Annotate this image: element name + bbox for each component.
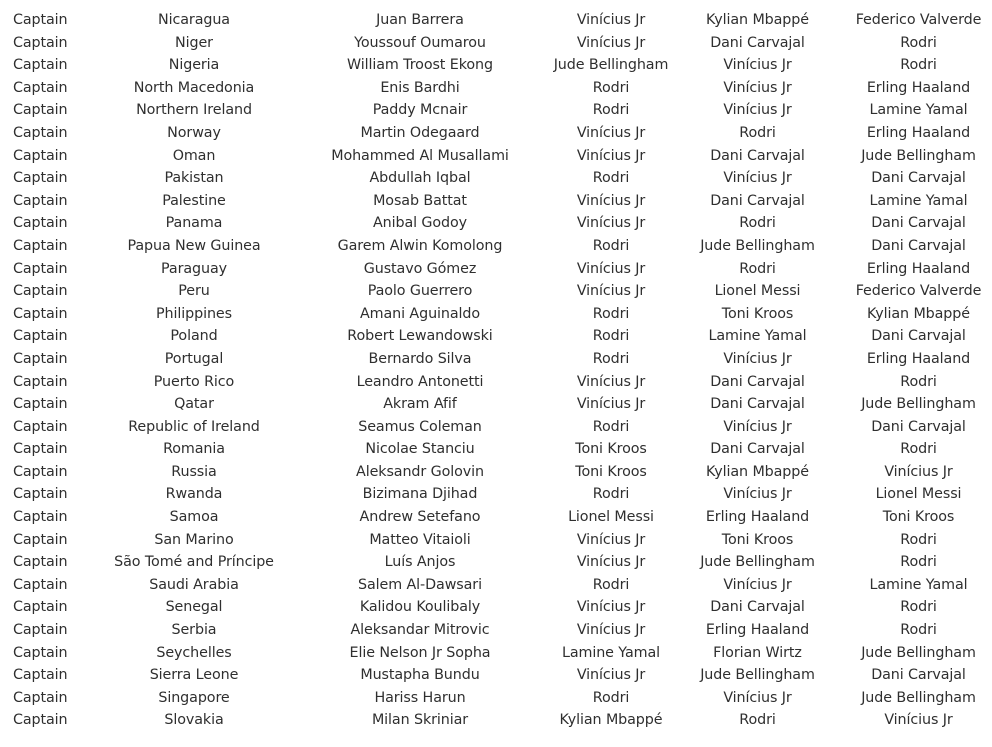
first-choice-cell: Rodri	[592, 305, 630, 322]
third-choice-cell: Toni Kroos	[882, 509, 955, 526]
second-choice-cell: Rodri	[739, 260, 776, 277]
first-choice-cell: Vinícius Jr	[576, 192, 646, 209]
country-cell: Nicaragua	[158, 12, 230, 28]
first-choice-cell: Toni Kroos	[575, 463, 647, 480]
country-cell: Russia	[171, 463, 217, 480]
country-cell: Pakistan	[164, 170, 224, 187]
country-cell: North Macedonia	[133, 79, 255, 96]
role-cell: Captain	[13, 554, 68, 571]
table-row	[0, 258, 992, 281]
table-row	[0, 551, 992, 574]
voter-cell: Matteo Vitaioli	[369, 531, 471, 548]
country-cell: Serbia	[171, 622, 217, 639]
second-choice-cell: Vinícius Jr	[723, 689, 792, 706]
first-choice-cell: Vinícius Jr	[576, 34, 646, 51]
third-choice-cell: Rodri	[900, 441, 937, 458]
first-choice-cell: Vinícius Jr	[576, 622, 646, 639]
country-cell: Saudi Arabia	[149, 576, 239, 593]
table-row	[0, 393, 992, 416]
table-row	[0, 461, 992, 484]
table-row	[0, 54, 992, 77]
role-cell: Captain	[13, 12, 68, 28]
country-cell: Niger	[175, 34, 213, 51]
table-row	[0, 348, 992, 371]
second-choice-cell: Toni Kroos	[721, 531, 794, 548]
country-cell: Portugal	[164, 350, 224, 367]
table-row	[0, 99, 992, 122]
voter-cell: Seamus Coleman	[358, 418, 482, 435]
role-cell: Captain	[13, 599, 68, 616]
role-cell: Captain	[13, 418, 68, 435]
second-choice-cell: Rodri	[739, 124, 776, 141]
country-cell: Senegal	[165, 599, 223, 616]
table-row	[0, 483, 992, 506]
role-cell: Captain	[13, 57, 68, 74]
country-cell: Rwanda	[165, 486, 223, 503]
first-choice-cell: Vinícius Jr	[576, 373, 646, 390]
first-choice-cell: Vinícius Jr	[576, 599, 646, 616]
voter-cell: Gustavo Gómez	[363, 260, 477, 277]
voter-cell: Garem Alwin Komolong	[337, 237, 503, 254]
role-cell: Captain	[13, 531, 68, 548]
country-cell: Seychelles	[156, 644, 232, 661]
second-choice-cell: Erling Haaland	[705, 622, 810, 639]
third-choice-cell: Jude Bellingham	[861, 644, 976, 661]
table-row	[0, 122, 992, 145]
voter-cell: Amani Aguinaldo	[359, 305, 481, 322]
third-choice-cell: Rodri	[900, 554, 937, 571]
country-cell: Slovakia	[164, 712, 224, 729]
third-choice-cell: Dani Carvajal	[871, 237, 966, 254]
table-row	[0, 709, 992, 732]
second-choice-cell: Rodri	[739, 215, 776, 232]
second-choice-cell: Jude Bellingham	[700, 554, 815, 571]
country-cell: Papua New Guinea	[127, 237, 261, 254]
third-choice-cell: Dani Carvajal	[871, 215, 966, 232]
third-choice-cell: Erling Haaland	[866, 79, 971, 96]
second-choice-cell: Dani Carvajal	[710, 599, 805, 616]
voter-cell: Nicolae Stanciu	[365, 441, 475, 458]
third-choice-cell: Lamine Yamal	[869, 102, 968, 119]
first-choice-cell: Vinícius Jr	[576, 124, 646, 141]
second-choice-cell: Kylian Mbappé	[706, 463, 809, 480]
voter-cell: Paddy Mcnair	[372, 102, 468, 119]
first-choice-cell: Vinícius Jr	[576, 554, 646, 571]
third-choice-cell: Vinícius Jr	[884, 463, 953, 480]
first-choice-cell: Rodri	[592, 237, 630, 254]
third-choice-cell: Kylian Mbappé	[867, 305, 970, 322]
second-choice-cell: Dani Carvajal	[710, 396, 805, 413]
voter-cell: Leandro Antonetti	[356, 373, 484, 390]
voting-table	[0, 9, 992, 732]
first-choice-cell: Vinícius Jr	[576, 147, 646, 164]
country-cell: Republic of Ireland	[128, 418, 260, 435]
second-choice-cell: Dani Carvajal	[710, 147, 805, 164]
role-cell: Captain	[13, 373, 68, 390]
first-choice-cell: Vinícius Jr	[576, 260, 646, 277]
voter-cell: Juan Barrera	[376, 12, 464, 28]
table-row	[0, 9, 992, 32]
table-row	[0, 212, 992, 235]
first-choice-cell: Vinícius Jr	[576, 396, 646, 413]
country-cell: San Marino	[154, 531, 234, 548]
table-row	[0, 619, 992, 642]
role-cell: Captain	[13, 509, 68, 526]
third-choice-cell: Lamine Yamal	[869, 192, 968, 209]
table-row	[0, 529, 992, 552]
voter-cell: Kalidou Koulibaly	[359, 599, 481, 616]
voter-cell: Bizimana Djihad	[362, 486, 478, 503]
first-choice-cell: Vinícius Jr	[576, 215, 646, 232]
role-cell: Captain	[13, 192, 68, 209]
first-choice-cell: Rodri	[592, 486, 630, 503]
role-cell: Captain	[13, 283, 68, 300]
country-cell: Norway	[167, 124, 221, 141]
voter-cell: Paolo Guerrero	[367, 283, 473, 300]
voter-cell: Mosab Battat	[373, 192, 467, 209]
table-row	[0, 596, 992, 619]
voter-cell: Mohammed Al Musallami	[331, 147, 509, 164]
country-cell: Peru	[178, 283, 210, 300]
table-row	[0, 438, 992, 461]
first-choice-cell: Lionel Messi	[568, 509, 654, 526]
role-cell: Captain	[13, 124, 68, 141]
table-row	[0, 574, 992, 597]
country-cell: Puerto Rico	[153, 373, 235, 390]
third-choice-cell: Rodri	[900, 622, 937, 639]
table-body	[0, 9, 992, 732]
table-row	[0, 303, 992, 326]
voter-cell: Bernardo Silva	[368, 350, 472, 367]
voter-cell: Aleksandar Mitrovic	[350, 622, 490, 639]
role-cell: Captain	[13, 34, 68, 51]
role-cell: Captain	[13, 441, 68, 458]
second-choice-cell: Lionel Messi	[714, 283, 801, 300]
country-cell: Romania	[163, 441, 225, 458]
table-row	[0, 664, 992, 687]
third-choice-cell: Jude Bellingham	[861, 147, 976, 164]
third-choice-cell: Jude Bellingham	[861, 396, 976, 413]
first-choice-cell: Vinícius Jr	[576, 283, 646, 300]
role-cell: Captain	[13, 215, 68, 232]
first-choice-cell: Rodri	[592, 576, 630, 593]
role-cell: Captain	[13, 305, 68, 322]
country-cell: Panama	[165, 215, 223, 232]
table-row	[0, 642, 992, 665]
role-cell: Captain	[13, 712, 68, 729]
voter-cell: Milan Skriniar	[371, 712, 469, 729]
table-row	[0, 506, 992, 529]
second-choice-cell: Jude Bellingham	[700, 237, 815, 254]
second-choice-cell: Dani Carvajal	[710, 192, 805, 209]
voter-cell: Enis Bardhi	[380, 79, 460, 96]
country-cell: Sierra Leone	[149, 667, 239, 684]
third-choice-cell: Erling Haaland	[866, 260, 971, 277]
third-choice-cell: Federico Valverde	[855, 283, 982, 300]
table-row	[0, 235, 992, 258]
second-choice-cell: Vinícius Jr	[723, 102, 792, 119]
role-cell: Captain	[13, 328, 68, 345]
third-choice-cell: Dani Carvajal	[871, 667, 966, 684]
first-choice-cell: Jude Bellingham	[553, 57, 669, 74]
first-choice-cell: Rodri	[592, 102, 630, 119]
voter-cell: Salem Al-Dawsari	[358, 576, 482, 593]
first-choice-cell: Lamine Yamal	[561, 644, 660, 661]
voter-cell: William Troost Ekong	[347, 57, 493, 74]
table-row	[0, 687, 992, 710]
first-choice-cell: Rodri	[592, 170, 630, 187]
voter-cell: Robert Lewandowski	[347, 328, 493, 345]
role-cell: Captain	[13, 576, 68, 593]
table-row	[0, 190, 992, 213]
voter-cell: Abdullah Iqbal	[369, 170, 471, 187]
country-cell: Palestine	[162, 192, 226, 209]
country-cell: Qatar	[174, 396, 214, 413]
voter-cell: Anibal Godoy	[372, 215, 468, 232]
first-choice-cell: Rodri	[592, 350, 630, 367]
role-cell: Captain	[13, 102, 68, 119]
third-choice-cell: Rodri	[900, 531, 937, 548]
table-row	[0, 416, 992, 439]
first-choice-cell: Rodri	[592, 328, 630, 345]
first-choice-cell: Vinícius Jr	[576, 667, 646, 684]
third-choice-cell: Lamine Yamal	[869, 576, 968, 593]
country-cell: Nigeria	[168, 57, 220, 74]
voter-cell: Luís Anjos	[384, 554, 456, 571]
country-cell: Paraguay	[161, 260, 227, 277]
second-choice-cell: Jude Bellingham	[700, 667, 815, 684]
third-choice-cell: Rodri	[900, 599, 937, 616]
second-choice-cell: Vinícius Jr	[723, 418, 792, 435]
voter-cell: Hariss Harun	[374, 689, 466, 706]
third-choice-cell: Jude Bellingham	[861, 689, 976, 706]
table-row	[0, 325, 992, 348]
country-cell: São Tomé and Príncipe	[114, 554, 274, 571]
second-choice-cell: Vinícius Jr	[723, 79, 792, 96]
third-choice-cell: Rodri	[900, 57, 937, 74]
third-choice-cell: Vinícius Jr	[884, 712, 953, 729]
table-row	[0, 32, 992, 55]
second-choice-cell: Florian Wirtz	[713, 644, 802, 661]
voter-cell: Mustapha Bundu	[360, 667, 480, 684]
voter-cell: Aleksandr Golovin	[356, 463, 484, 480]
first-choice-cell: Vinícius Jr	[576, 12, 646, 28]
second-choice-cell: Rodri	[739, 712, 776, 729]
country-cell: Philippines	[156, 305, 232, 322]
second-choice-cell: Toni Kroos	[721, 305, 794, 322]
role-cell: Captain	[13, 237, 68, 254]
country-cell: Poland	[170, 328, 218, 345]
role-cell: Captain	[13, 396, 68, 413]
role-cell: Captain	[13, 486, 68, 503]
voter-cell: Akram Afif	[383, 396, 457, 413]
first-choice-cell: Rodri	[592, 79, 630, 96]
third-choice-cell: Erling Haaland	[866, 124, 971, 141]
country-cell: Oman	[172, 147, 216, 164]
voter-cell: Youssouf Oumarou	[354, 34, 486, 51]
first-choice-cell: Vinícius Jr	[576, 531, 646, 548]
role-cell: Captain	[13, 170, 68, 187]
table-row	[0, 280, 992, 303]
role-cell: Captain	[13, 350, 68, 367]
role-cell: Captain	[13, 260, 68, 277]
table-row	[0, 167, 992, 190]
first-choice-cell: Kylian Mbappé	[559, 712, 663, 729]
second-choice-cell: Vinícius Jr	[723, 486, 792, 503]
third-choice-cell: Lionel Messi	[875, 486, 962, 503]
third-choice-cell: Rodri	[900, 373, 937, 390]
second-choice-cell: Vinícius Jr	[723, 170, 792, 187]
third-choice-cell: Dani Carvajal	[871, 328, 966, 345]
third-choice-cell: Rodri	[900, 34, 937, 51]
third-choice-cell: Dani Carvajal	[871, 418, 966, 435]
role-cell: Captain	[13, 463, 68, 480]
second-choice-cell: Dani Carvajal	[710, 34, 805, 51]
role-cell: Captain	[13, 667, 68, 684]
third-choice-cell: Federico Valverde	[855, 12, 982, 28]
second-choice-cell: Erling Haaland	[705, 509, 810, 526]
second-choice-cell: Vinícius Jr	[723, 350, 792, 367]
second-choice-cell: Dani Carvajal	[710, 373, 805, 390]
role-cell: Captain	[13, 147, 68, 164]
third-choice-cell: Erling Haaland	[866, 350, 971, 367]
first-choice-cell: Toni Kroos	[575, 441, 647, 458]
voter-cell: Andrew Setefano	[359, 509, 481, 526]
second-choice-cell: Vinícius Jr	[723, 576, 792, 593]
third-choice-cell: Dani Carvajal	[871, 170, 966, 187]
first-choice-cell: Rodri	[592, 418, 630, 435]
second-choice-cell: Dani Carvajal	[710, 441, 805, 458]
country-cell: Samoa	[169, 509, 219, 526]
second-choice-cell: Lamine Yamal	[708, 328, 807, 345]
role-cell: Captain	[13, 644, 68, 661]
country-cell: Northern Ireland	[136, 102, 252, 119]
second-choice-cell: Vinícius Jr	[723, 57, 792, 74]
role-cell: Captain	[13, 79, 68, 96]
first-choice-cell: Rodri	[592, 689, 630, 706]
role-cell: Captain	[13, 689, 68, 706]
voter-cell: Elie Nelson Jr Sopha	[349, 644, 491, 661]
country-cell: Singapore	[158, 689, 230, 706]
second-choice-cell: Kylian Mbappé	[706, 12, 809, 28]
table-row	[0, 145, 992, 168]
role-cell: Captain	[13, 622, 68, 639]
voter-cell: Martin Odegaard	[360, 124, 480, 141]
table-row	[0, 77, 992, 100]
table-row	[0, 371, 992, 394]
